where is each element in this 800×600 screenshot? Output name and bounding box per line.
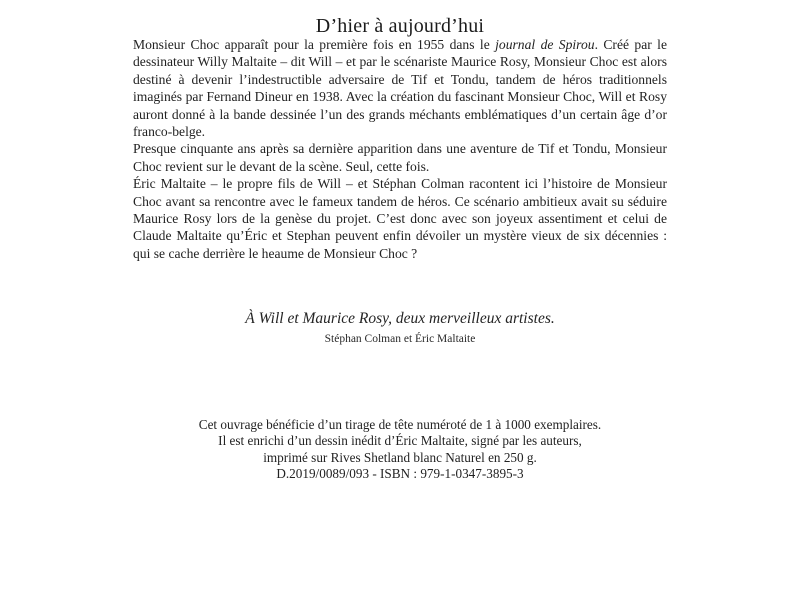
paragraph-1-text-after-italic: . Créé par le dessinateur Willy Maltaite – dit Will – et par le scénariste Maurice Rosy, Monsieur Choc est alors destiné à devenir l’indestructible adversaire de Tif et Tondu, tandem de héros traditionnels imaginés par Fernand Dineur en 1938. Avec la création du fascinant Monsieur Choc, Will et Rosy auront donné à la bande dessinée l’un des grands méchants emblématiques d’un certain âge d’or franco-belge. — [133, 37, 667, 140]
page-title: D’hier à aujourd’hui — [315, 15, 485, 38]
dedication-line: À Will et Maurice Rosy, deux merveilleux artistes. — [245, 310, 555, 327]
dedication-signature: Stéphan Colman et Éric Maltaite — [324, 333, 476, 345]
dedication-block — [0, 310, 800, 345]
colophon-line-isbn: D.2019/0089/093 - ISBN : 979-1-0347-3895-3 — [276, 466, 524, 482]
paragraph-1-italic-journal-title: journal de Spirou — [495, 37, 595, 52]
body-paragraph-2: Presque cinquante ans après sa dernière apparition dans une aventure de Tif et Tondu, Monsieur Choc revient sur le devant de la scène. Seul, cette fois. — [133, 141, 667, 174]
body-text — [133, 36, 667, 262]
colophon-line-artwork: Il est enrichi d’un dessin inédit d’Éric Maltaite, signé par les auteurs, — [218, 433, 582, 449]
paragraph-1-text-before-italic: Monsieur Choc apparaît pour la première fois en 1955 dans le — [133, 37, 496, 52]
colophon-line-print-run: Cet ouvrage bénéficie d’un tirage de tête numéroté de 1 à 1000 exemplaires. — [198, 417, 602, 432]
body-paragraph-3: Éric Maltaite – le propre fils de Will – et Stéphan Colman racontent ici l’histoire de Monsieur Choc avant sa rencontre avec le fameux tandem de héros. Ce scénario ambitieux avait su séduire Maurice Rosy lors de la genèse du projet. C’est donc avec son joyeux assentiment et celui de Claude Maltaite qu’Éric et Stephan peuvent enfin dévoiler un mystère vieux de six décennies : qui se cache derrière le heaume de Monsieur Choc ? — [133, 176, 667, 261]
colophon-block — [0, 417, 800, 483]
body-paragraph-1 — [133, 36, 667, 140]
colophon-line-paper: imprimé sur Rives Shetland blanc Naturel en 250 g. — [263, 449, 537, 465]
